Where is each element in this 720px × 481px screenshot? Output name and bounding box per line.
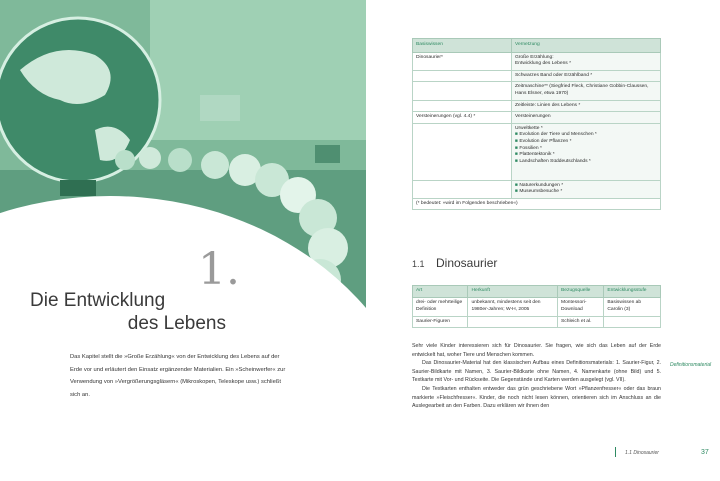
table-row bbox=[413, 82, 661, 100]
table-footnote: (* bedeutet: »wird im Folgenden beschrieben«) bbox=[413, 198, 661, 210]
table-cell bbox=[413, 180, 512, 198]
list-item: ■ Plattentektonik * bbox=[515, 152, 657, 159]
right-page bbox=[366, 0, 720, 481]
chapter-title bbox=[30, 290, 226, 336]
table-cell bbox=[512, 123, 661, 180]
table-cell bbox=[512, 180, 661, 198]
chapter-number: 1. bbox=[198, 244, 240, 295]
cell-line: Entwicklung des Lebens * bbox=[515, 61, 572, 67]
table-cell: Zeitmaschine** (Siegfried Fleck, Christiane Gobbin-Claussen, Hans Elsner, etwa 1970) bbox=[512, 82, 661, 100]
body-text bbox=[412, 342, 661, 411]
list-item: ■ Naturerkundungen * bbox=[515, 183, 657, 190]
section-title: Dinosaurier bbox=[436, 256, 498, 270]
list-item: ■ Evolution der Tiere und Menschen * bbox=[515, 132, 657, 139]
table-cell bbox=[413, 100, 512, 112]
list-item: ■ Fossilien * bbox=[515, 146, 657, 153]
urwelt-list bbox=[515, 132, 657, 165]
table-cell: Versteinerungen (vgl. 4.4) * bbox=[413, 112, 512, 124]
table-cell: Dinosaurier* bbox=[413, 52, 512, 70]
paragraph: Die Textkarten enthalten entweder das grün geschriebene Wort »Pflanzenfresser« oder das braun markierte »Fleischfresser«. Kinder, die noch nicht lesen können, orientieren sich im Anschluss an die Auslegearbeit an den Farben. Dazu erklären wir ihnen den bbox=[412, 385, 661, 410]
table-cell: drei- oder mehrteilige Definition bbox=[413, 297, 468, 316]
chapter-title-line2: des Lebens bbox=[127, 312, 226, 334]
material-table bbox=[412, 285, 661, 328]
material-header-entwicklungsstufe: Entwicklungsstufe bbox=[604, 286, 661, 298]
overview-table bbox=[412, 38, 661, 210]
material-header-bezugsquelle: Bezugsquelle bbox=[558, 286, 604, 298]
table-cell: Schwarzes Band oder Erzählband * bbox=[512, 70, 661, 82]
chapter-title-line1: Die Entwicklung bbox=[30, 290, 166, 311]
table-row bbox=[413, 112, 661, 124]
chapter-intro: Das Kapitel stellt die »Große Erzählung« von der Entwicklung des Lebens auf der Erde vor und erläutert den Einsatz ergänzender Materialien. Ein »Scheinwerfer« zur Verwendung von »Vergrößerungsgläsern« (Mikroskopen, Teleskope usw.) schließt sich an. bbox=[70, 354, 286, 398]
material-header-row bbox=[413, 286, 661, 298]
overview-header-vernetzung: Vernetzung bbox=[512, 39, 661, 53]
table-row bbox=[413, 180, 661, 198]
material-header-herkunft: Herkunft bbox=[468, 286, 558, 298]
overview-header-basis: Basiswissen bbox=[413, 39, 512, 53]
table-cell bbox=[468, 316, 558, 328]
table-cell bbox=[413, 70, 512, 82]
margin-note: Definitionsmaterial bbox=[670, 362, 712, 368]
table-cell: Versteinerungen bbox=[512, 112, 661, 124]
table-row bbox=[413, 52, 661, 70]
paragraph: Das Dinosaurier-Material hat den klassischen Aufbau eines Definitionsmaterials: 1. Saurier-Figur, 2. Saurier-Bildkarte mit Namen, 3. Saurier-Bildkarte ohne Namen, 4. Namenkarte (ohne Bild) und 5. Textkarte mit Vor- und Rückseite. Die Gegenstände und Karten werden ausgelegt (vgl. VII). bbox=[412, 360, 661, 384]
table-cell: unbekannt, mindestens seit den 1980er-Jahren; W-H, 2005 bbox=[468, 297, 558, 316]
table-cell bbox=[604, 316, 661, 328]
table-cell: Saurier-Figuren bbox=[413, 316, 468, 328]
footer-divider bbox=[615, 447, 616, 457]
list-item: ■ Museumsbesuche * bbox=[515, 189, 657, 196]
table-cell: Zeitleiste: Linien des Lebens * bbox=[512, 100, 661, 112]
cell-line: Große Erzählung: bbox=[515, 54, 554, 60]
table-cell: Basiswissen ab Carolin (3) bbox=[604, 297, 661, 316]
table-row bbox=[413, 123, 661, 180]
material-header-art: Art bbox=[413, 286, 468, 298]
table-row bbox=[413, 198, 661, 210]
table-cell bbox=[413, 82, 512, 100]
table-cell bbox=[512, 52, 661, 70]
table-row bbox=[413, 316, 661, 328]
list-item: ■ Landschaften Süddeutschlands * bbox=[515, 159, 657, 166]
overview-header-row bbox=[413, 39, 661, 53]
table-cell bbox=[413, 123, 512, 180]
table-cell: Montessori-Download bbox=[558, 297, 604, 316]
running-footer: 1.1 Dinosaurier bbox=[625, 450, 659, 456]
extra-list bbox=[515, 183, 657, 196]
urwelt-title: Urweltkette * bbox=[515, 125, 543, 131]
list-item: ■ Evolution der Pflanzen * bbox=[515, 139, 657, 146]
table-cell: Schleich et al. bbox=[558, 316, 604, 328]
table-row bbox=[413, 70, 661, 82]
table-row bbox=[413, 297, 661, 316]
page-number: 37 bbox=[701, 449, 709, 456]
paragraph: Sehr viele Kinder interessieren sich für Dinosaurier. Sie fragen, wie sich das Leben auf der Erde entwickelt hat, woher Tiere und Menschen kommen. bbox=[412, 343, 661, 358]
table-row bbox=[413, 100, 661, 112]
section-number: 1.1 bbox=[412, 259, 425, 269]
